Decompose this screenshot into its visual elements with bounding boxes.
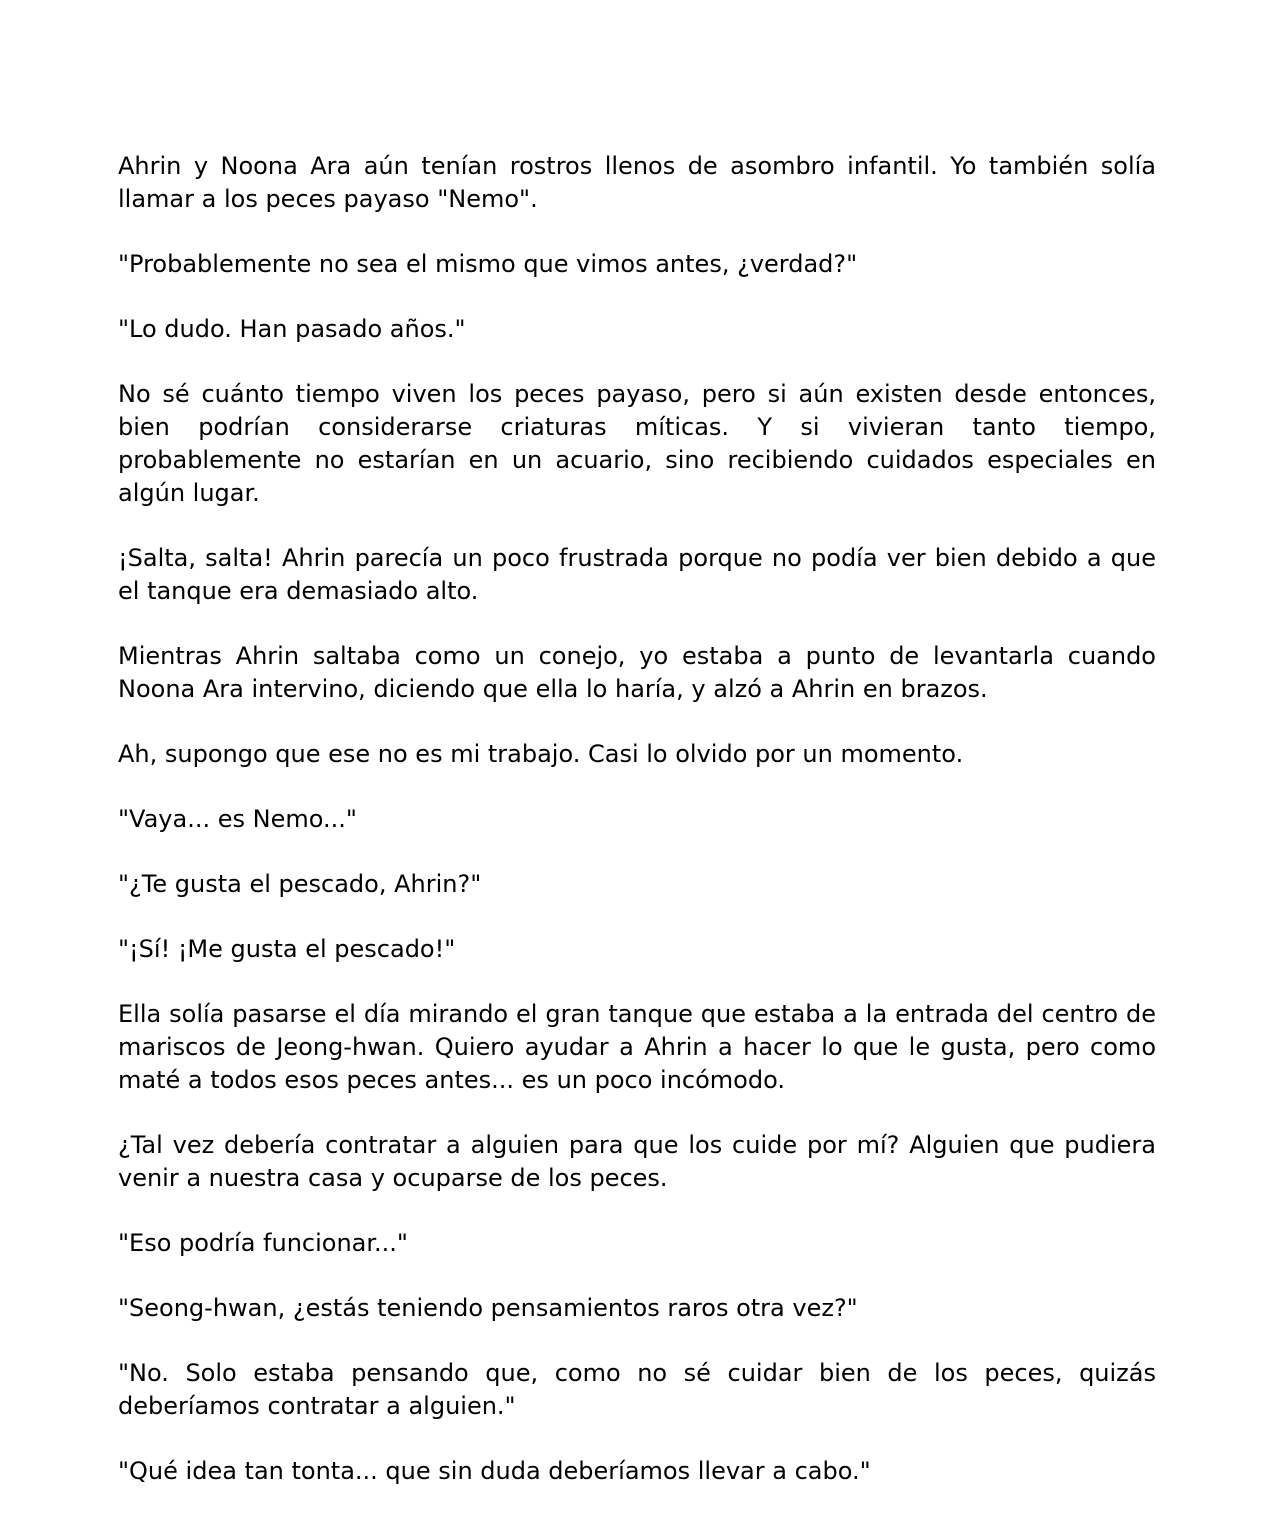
paragraph-12: ¿Tal vez debería contratar a alguien para que los cuide por mí? Alguien que pudiera venir a nuestra casa y ocuparse de los peces. [118, 1131, 1156, 1192]
paragraph-11: Ella solía pasarse el día mirando el gran tanque que estaba a la entrada del centro de mariscos de Jeong-hwan. Quiero ayudar a Ahrin a hacer lo que le gusta, pero como maté a todos esos peces antes... es un poco incómodo. [118, 1000, 1156, 1094]
paragraph-4: No sé cuánto tiempo viven los peces payaso, pero si aún existen desde entonces, bien podrían considerarse criaturas míticas. Y si vivieran tanto tiempo, probablemente no estarían en un acuario, sino recibiendo cuidados especiales en algún lugar. [118, 380, 1156, 507]
paragraph-13: "Eso podría funcionar..." [118, 1229, 408, 1257]
paragraph-1: Ahrin y Noona Ara aún tenían rostros llenos de asombro infantil. Yo también solía llamar a los peces payaso "Nemo". [118, 152, 1156, 213]
paragraph-16: "Qué idea tan tonta... que sin duda deberíamos llevar a cabo." [118, 1457, 871, 1485]
paragraph-15: "No. Solo estaba pensando que, como no sé cuidar bien de los peces, quizás deberíamos contratar a alguien." [118, 1359, 1156, 1420]
paragraph-14: "Seong-hwan, ¿estás teniendo pensamientos raros otra vez?" [118, 1294, 858, 1322]
paragraph-9: "¿Te gusta el pescado, Ahrin?" [118, 870, 482, 898]
document-page [118, 150, 1156, 1520]
paragraph-7: Ah, supongo que ese no es mi trabajo. Casi lo olvido por un momento. [118, 740, 964, 768]
paragraph-5: ¡Salta, salta! Ahrin parecía un poco frustrada porque no podía ver bien debido a que el tanque era demasiado alto. [118, 544, 1156, 605]
paragraph-3: "Lo dudo. Han pasado años." [118, 315, 466, 343]
paragraph-8: "Vaya... es Nemo..." [118, 805, 357, 833]
paragraph-6: Mientras Ahrin saltaba como un conejo, yo estaba a punto de levantarla cuando Noona Ara intervino, diciendo que ella lo haría, y alzó a Ahrin en brazos. [118, 642, 1156, 703]
paragraph-2: "Probablemente no sea el mismo que vimos antes, ¿verdad?" [118, 250, 858, 278]
paragraph-10: "¡Sí! ¡Me gusta el pescado!" [118, 935, 456, 963]
